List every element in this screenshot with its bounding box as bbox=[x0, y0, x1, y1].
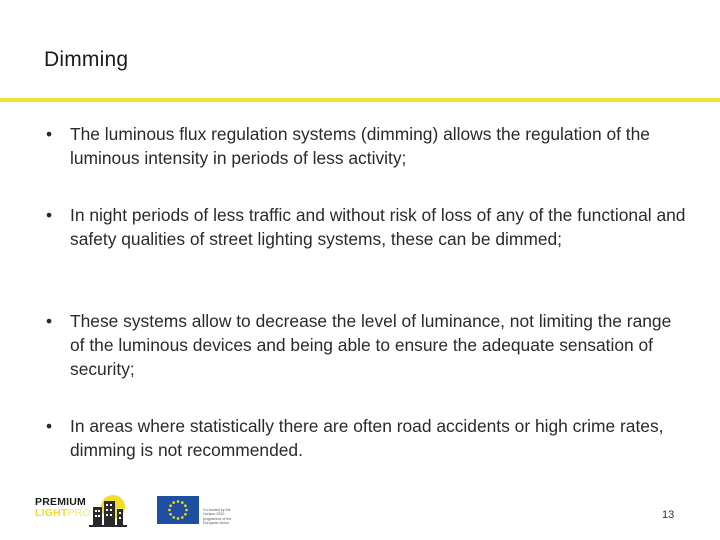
bullet-text: In areas where statistically there are often road accidents or high crime rates, dimming is not recommended. bbox=[70, 416, 664, 460]
logo-text-light: LIGHT bbox=[35, 507, 68, 519]
bullet-marker: • bbox=[46, 124, 53, 144]
bullet-marker: • bbox=[46, 311, 53, 331]
bullet-item bbox=[46, 122, 686, 170]
slide-title: Dimming bbox=[44, 48, 129, 71]
bullet-text: The luminous flux regulation systems (dimming) allows the regulation of the luminous intensity in periods of less activity; bbox=[70, 124, 650, 168]
bullet-text: In night periods of less traffic and without risk of loss of any of the functional and safety qualities of street lighting systems, these can be dimmed; bbox=[70, 205, 686, 249]
bullet-item bbox=[46, 414, 686, 462]
page-number: 13 bbox=[662, 509, 675, 521]
eu-funding-logo bbox=[157, 495, 233, 525]
logo-text-line2 bbox=[35, 507, 91, 519]
title-divider bbox=[0, 98, 720, 102]
eu-caption bbox=[203, 508, 233, 526]
logo-text-line1: PREMIUM bbox=[35, 496, 86, 508]
premium-light-pro-logo bbox=[33, 493, 133, 527]
bullet-text: These systems allow to decrease the level of luminance, not limiting the range of the luminous devices and being able to ensure the adequate sensation of security; bbox=[70, 311, 672, 379]
eu-caption-line1: Co-funded by the Horizon 2020 bbox=[203, 508, 231, 517]
logo-text-pro: PRO bbox=[67, 507, 91, 519]
eu-caption-line2: programme of the European Union bbox=[203, 516, 232, 526]
bullet-item bbox=[46, 203, 686, 251]
bullet-marker: • bbox=[46, 205, 53, 225]
eu-flag-icon bbox=[157, 496, 199, 524]
bullet-item bbox=[46, 309, 686, 381]
bullet-marker: • bbox=[46, 416, 53, 436]
building-icon bbox=[89, 493, 127, 527]
